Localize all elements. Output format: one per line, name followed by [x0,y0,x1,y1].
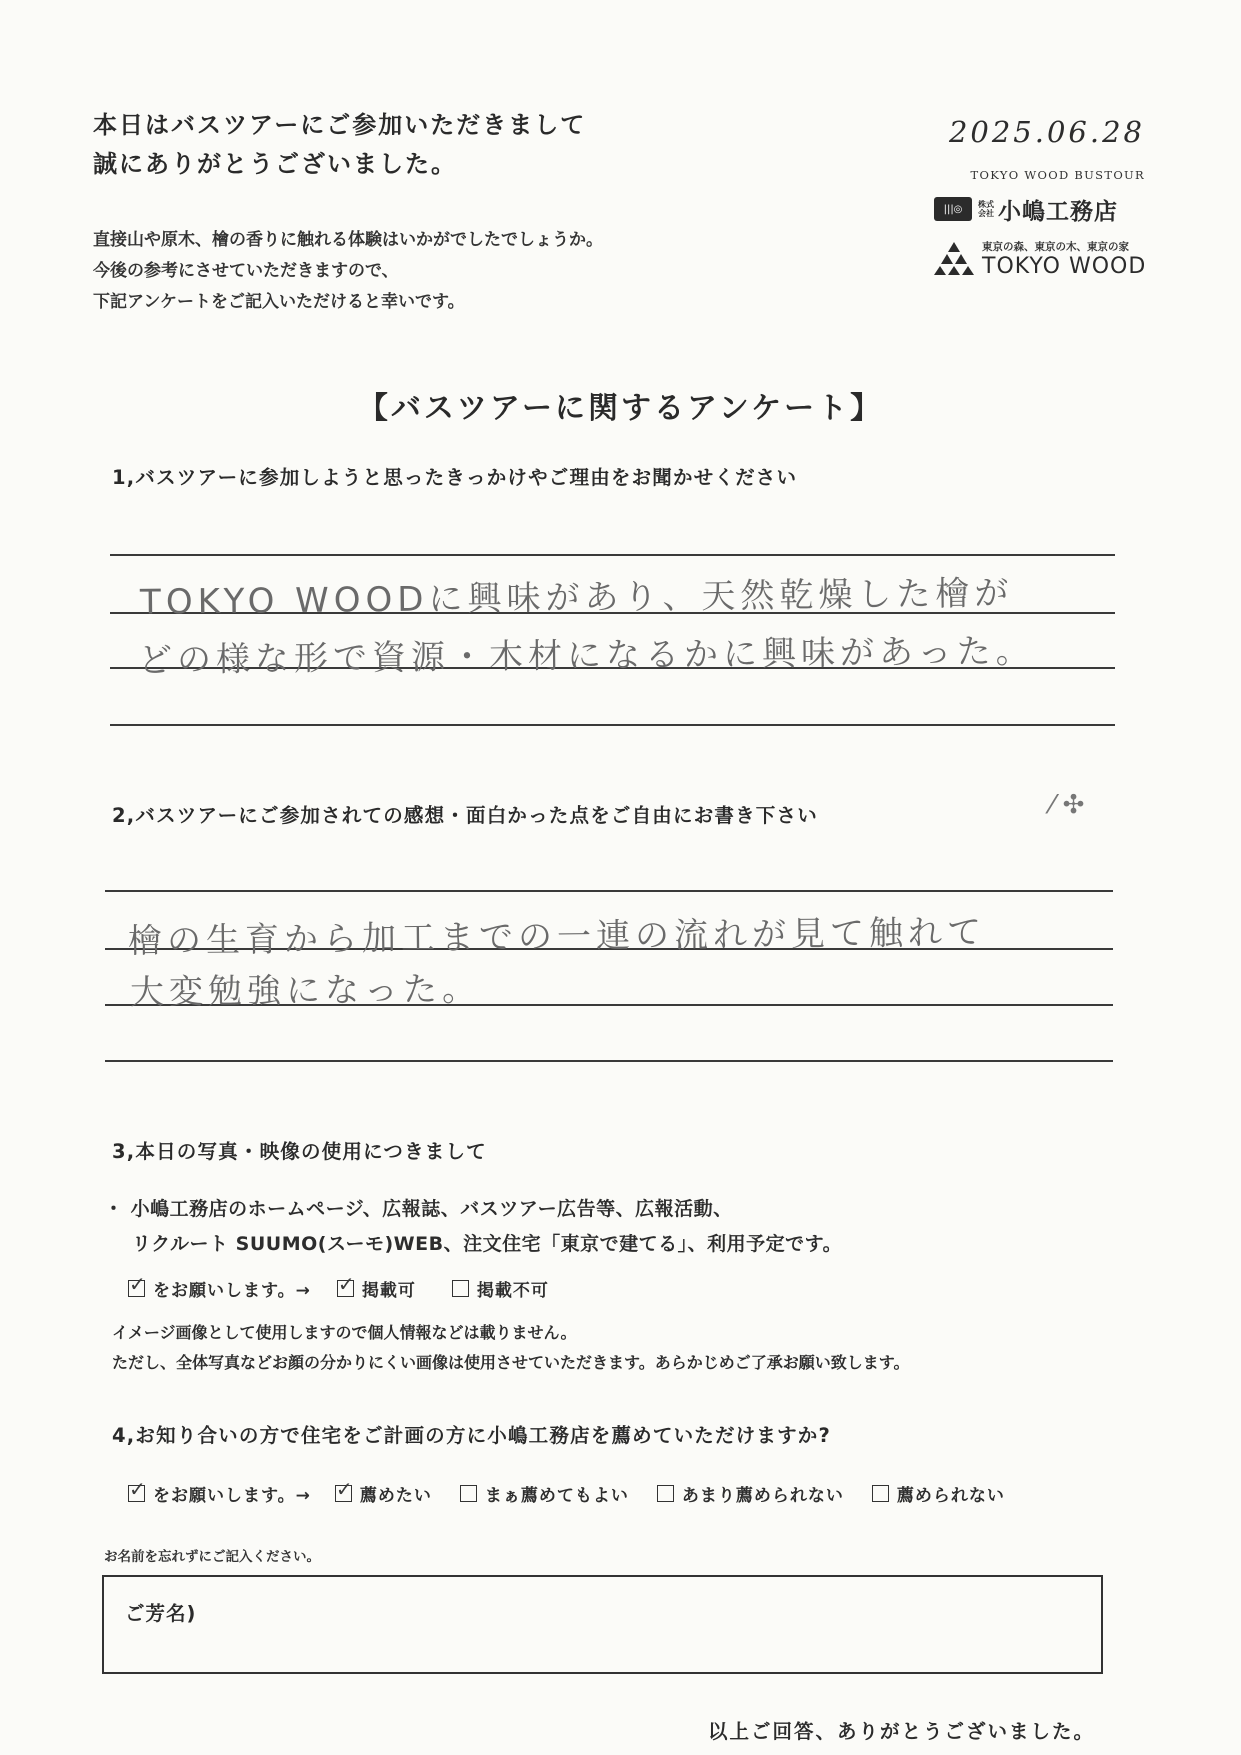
question-1-label: 1,バスツアーに参加しようと思ったきっかけやご理由をお聞かせください [112,466,798,489]
option-label: 掲載可 [361,1281,416,1301]
event-date: 2025.06.28 [948,115,1145,149]
option-label: 掲載不可 [476,1281,549,1301]
tokyo-wood-name: TOKYO WOOD [982,254,1147,279]
q3-request-instruction [128,1272,311,1301]
intro-line-3: 下記アンケートをご記入いただけると幸いです。 [93,292,465,312]
tour-name: TOKYO WOOD BUSTOUR [970,168,1145,182]
survey-title: 【バスツアーに関するアンケート】 [357,391,884,426]
q2-rule [105,890,1113,892]
option-label: あまり薦められない [681,1486,844,1506]
option-recommend[interactable] [335,1477,432,1506]
q1-rule [110,724,1115,726]
checkbox-maybe-recommend[interactable] [460,1485,477,1502]
question-4-label: 4,お知り合いの方で住宅をご計画の方に小嶋工務店を薦めていただけますか? [112,1424,831,1447]
option-label: まぁ薦めてもよい [484,1486,629,1506]
name-field[interactable] [102,1575,1103,1674]
option-not-recommend[interactable] [872,1481,1005,1506]
pencil-scribble: ⁄ ✣ [1050,790,1085,820]
thanks-line-2: 誠にありがとうございました。 [93,150,457,178]
checkbox-publish-ng[interactable] [452,1280,469,1297]
usage-line-1: ・ 小嶋工務店のホームページ、広報誌、バスツアー広告等、広報活動、 [104,1198,733,1220]
option-publish-ng[interactable] [452,1276,549,1301]
example-checkbox: ✓ [129,1272,147,1296]
checkbox-recommend[interactable]: ✓ [335,1477,354,1501]
usage-line-2: リクルート SUUMO(スーモ)WEB、注文住宅「東京で建てる」、利用予定です。 [132,1233,843,1255]
usage-description [104,1192,842,1262]
company-brand [934,195,1118,223]
q2-rule [105,1060,1113,1062]
thanks-line-1: 本日はバスツアーにご参加いただきまして [93,111,587,139]
name-label: ご芳名) [125,1602,197,1625]
q4-request-instruction [128,1477,311,1506]
question-3-label: 3,本日の写真・映像の使用につきまして [112,1140,487,1163]
option-hardly-recommend[interactable] [657,1481,844,1506]
intro-line-1: 直接山や原木、檜の香りに触れる体験はいかがでしたでしょうか。 [93,230,603,250]
privacy-note [112,1318,909,1378]
company-name: 小嶋工務店 [998,198,1118,225]
tokyo-wood-tagline: 東京の森、東京の木、東京の家 [982,241,1129,253]
privacy-note-line-2: ただし、全体写真などお顔の分かりにくい画像は使用させていただきます。あらかじめご了承お願い致します。 [112,1353,910,1372]
intro-text [93,225,603,318]
checkbox-hardly-recommend[interactable] [657,1485,674,1502]
option-label: 薦められない [896,1486,1005,1506]
q4-request-label: をお願いします。→ [153,1486,311,1506]
question-2-label: 2,バスツアーにご参加されての感想・面白かった点をご自由にお書き下さい [112,804,818,827]
kojima-logo-icon: |||◎ [934,197,972,221]
option-publish-ok[interactable] [337,1272,416,1301]
intro-title [93,106,586,184]
checkbox-not-recommend[interactable] [872,1485,889,1502]
q2-answer-line-2[interactable]: 大変勉強になった。 [129,969,482,1013]
q1-rule [110,554,1115,556]
example-checkbox: ✓ [129,1477,147,1501]
q2-answer-line-1[interactable]: 檜の生育から加工までの一連の流れが見て触れて [127,912,987,962]
company-kabushiki: 株式 会社 [978,200,994,218]
privacy-note-line-1: イメージ画像として使用しますので個人情報などは載りません。 [112,1323,577,1342]
checkbox-publish-ok[interactable]: ✓ [337,1272,356,1296]
q1-answer-line-2[interactable]: どの様な形で資源・木材になるかに興味があった。 [137,631,1035,681]
closing-message: 以上ご回答、ありがとうございました。 [707,1720,1095,1743]
q3-checkbox-row [128,1272,585,1301]
option-maybe-recommend[interactable] [460,1481,629,1506]
option-label: 薦めたい [359,1486,432,1506]
q3-request-label: をお願いします。→ [153,1281,311,1301]
tokyo-wood-logo-icon [934,240,974,276]
q4-checkbox-row [128,1477,1005,1506]
intro-line-2: 今後の参考にさせていただきますので、 [93,261,399,281]
name-hint: お名前を忘れずにご記入ください。 [104,1549,320,1565]
q1-answer-line-1[interactable]: TOKYO WOODに興味があり、天然乾燥した檜が [139,573,1014,623]
